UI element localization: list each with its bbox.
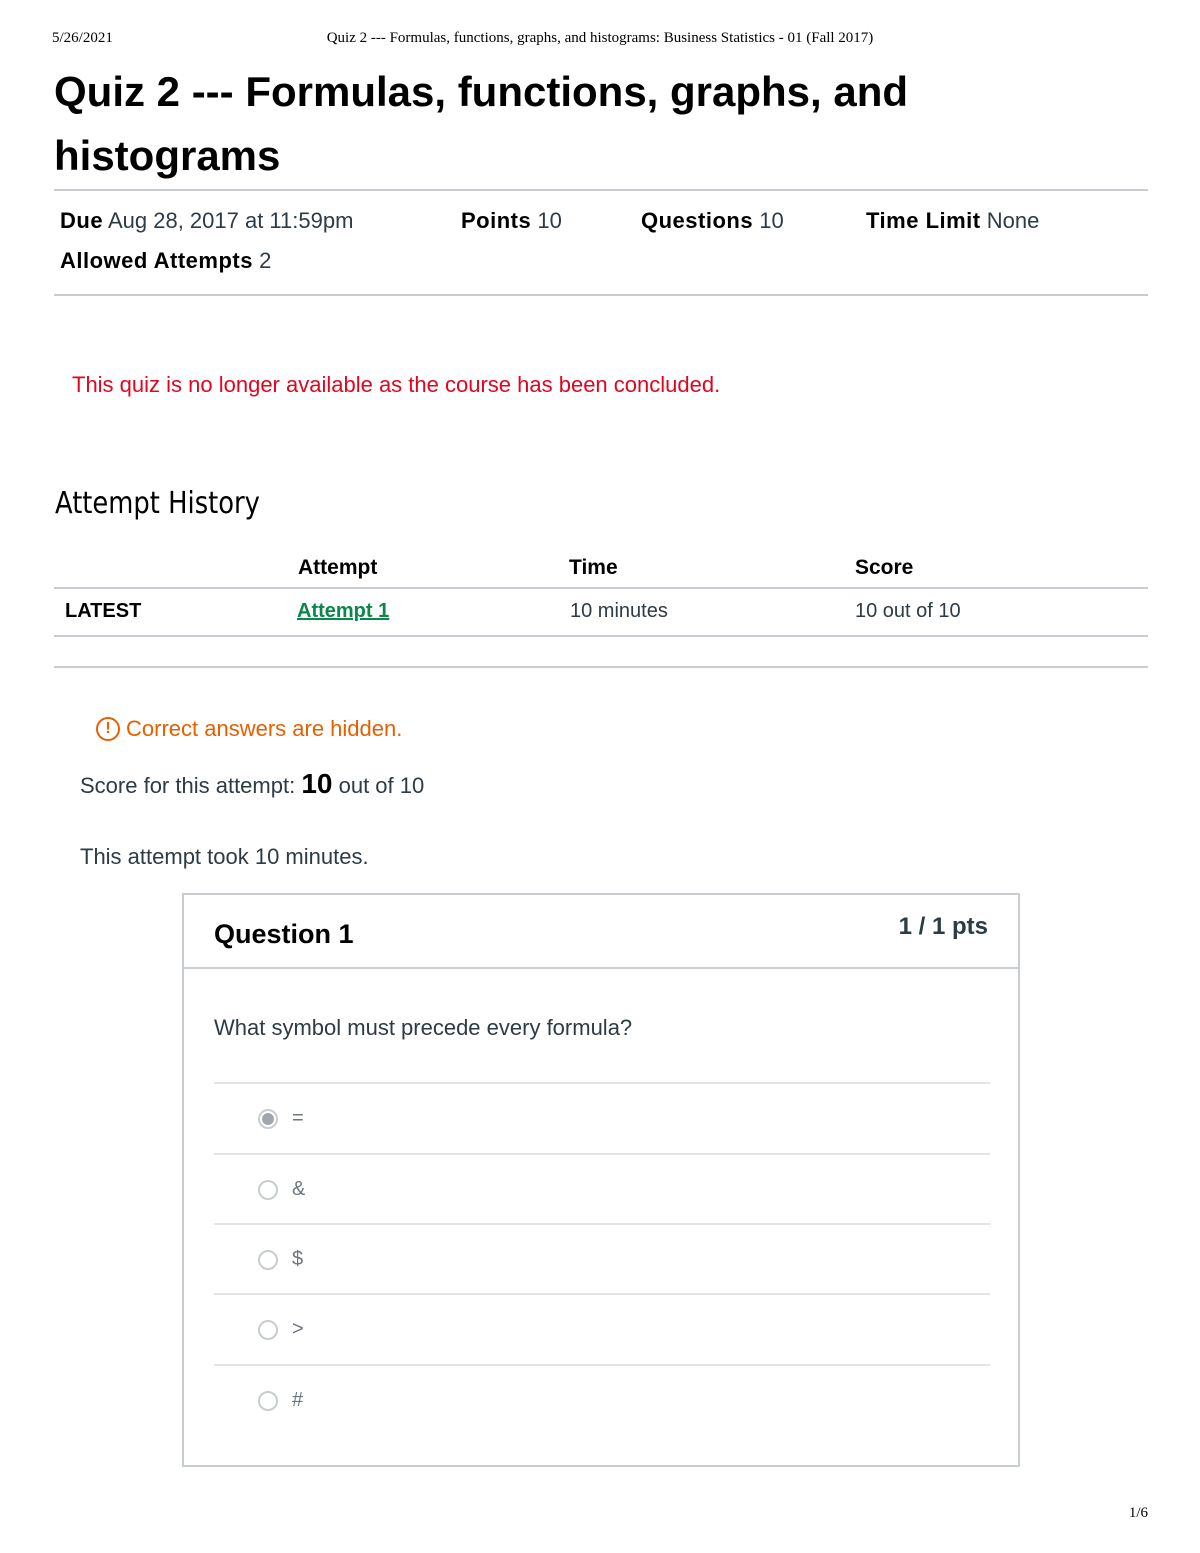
allowed-attempts-label: Allowed Attempts [60,248,253,273]
score-prefix: Score for this attempt: [80,773,296,798]
answer-option[interactable] [258,1107,304,1130]
answer-divider [214,1153,990,1155]
quiz-title: Quiz 2 --- Formulas, functions, graphs, and histograms [54,68,909,179]
answer-option[interactable] [258,1178,305,1201]
time-limit-info [866,208,1039,234]
time-limit-label: Time Limit [866,208,981,233]
quiz-unavailable-notice: This quiz is no longer available as the course has been concluded. [72,372,721,397]
due-info [60,208,353,234]
latest-label: LATEST [65,600,142,622]
question-card [182,893,1020,1467]
attempt-score-summary [80,768,424,800]
quiz-meta [60,208,1140,288]
time-limit-value: None [986,208,1040,233]
answer-label: $ [292,1248,304,1270]
allowed-attempts-info [60,248,271,274]
table-row-divider [54,635,1148,637]
attempt-duration: This attempt took 10 minutes. [80,844,369,869]
due-value: Aug 28, 2017 at 11:59pm [107,208,354,233]
answer-option[interactable] [258,1389,303,1412]
questions-value: 10 [759,208,784,233]
question-title: Question 1 [214,919,354,949]
answer-divider [214,1364,990,1366]
points-info [461,208,562,234]
due-label: Due [60,208,104,233]
allowed-attempts-value: 2 [259,248,272,273]
radio-icon[interactable] [258,1180,278,1200]
score-suffix: out of 10 [338,773,425,798]
divider [54,189,1148,191]
attempt-score: 10 out of 10 [855,600,961,622]
header-attempt: Attempt [298,556,378,579]
print-page-title: Quiz 2 --- Formulas, functions, graphs, and histograms: Business Statistics - 01 (Fall 2017) [326,30,874,46]
question-header [184,895,1018,969]
answer-divider [214,1223,990,1225]
page-number: 1/6 [1128,1505,1148,1521]
answer-option[interactable] [258,1248,303,1271]
header-score: Score [855,556,914,579]
score-value: 10 [301,768,333,799]
answer-divider [214,1082,990,1084]
question-text: What symbol must precede every formula? [214,1015,633,1040]
attempt-time: 10 minutes [570,600,668,622]
radio-icon[interactable] [258,1250,278,1270]
answer-option[interactable] [258,1318,304,1341]
print-date: 5/26/2021 [52,30,113,46]
question-points: 1 / 1 pts [898,913,988,940]
answer-label: > [292,1318,304,1340]
table-header-divider [54,587,1148,589]
points-label: Points [461,208,532,233]
answer-label: & [292,1178,306,1200]
warning-icon: ! [96,717,120,741]
attempt-1-link[interactable]: Attempt 1 [297,600,390,622]
header-time: Time [569,556,618,579]
answer-label: # [292,1389,304,1411]
questions-label: Questions [641,208,754,233]
radio-icon[interactable] [258,1320,278,1340]
divider [54,294,1148,296]
questions-info [641,208,784,234]
answer-divider [214,1293,990,1295]
divider [54,666,1148,668]
radio-icon[interactable] [258,1391,278,1411]
correct-answers-hidden-note [96,716,402,742]
hidden-note-text: Correct answers are hidden. [126,716,403,741]
answer-label: = [292,1107,304,1129]
points-value: 10 [537,208,562,233]
radio-selected-icon[interactable] [258,1109,278,1129]
attempt-history-title: Attempt History [55,486,260,521]
